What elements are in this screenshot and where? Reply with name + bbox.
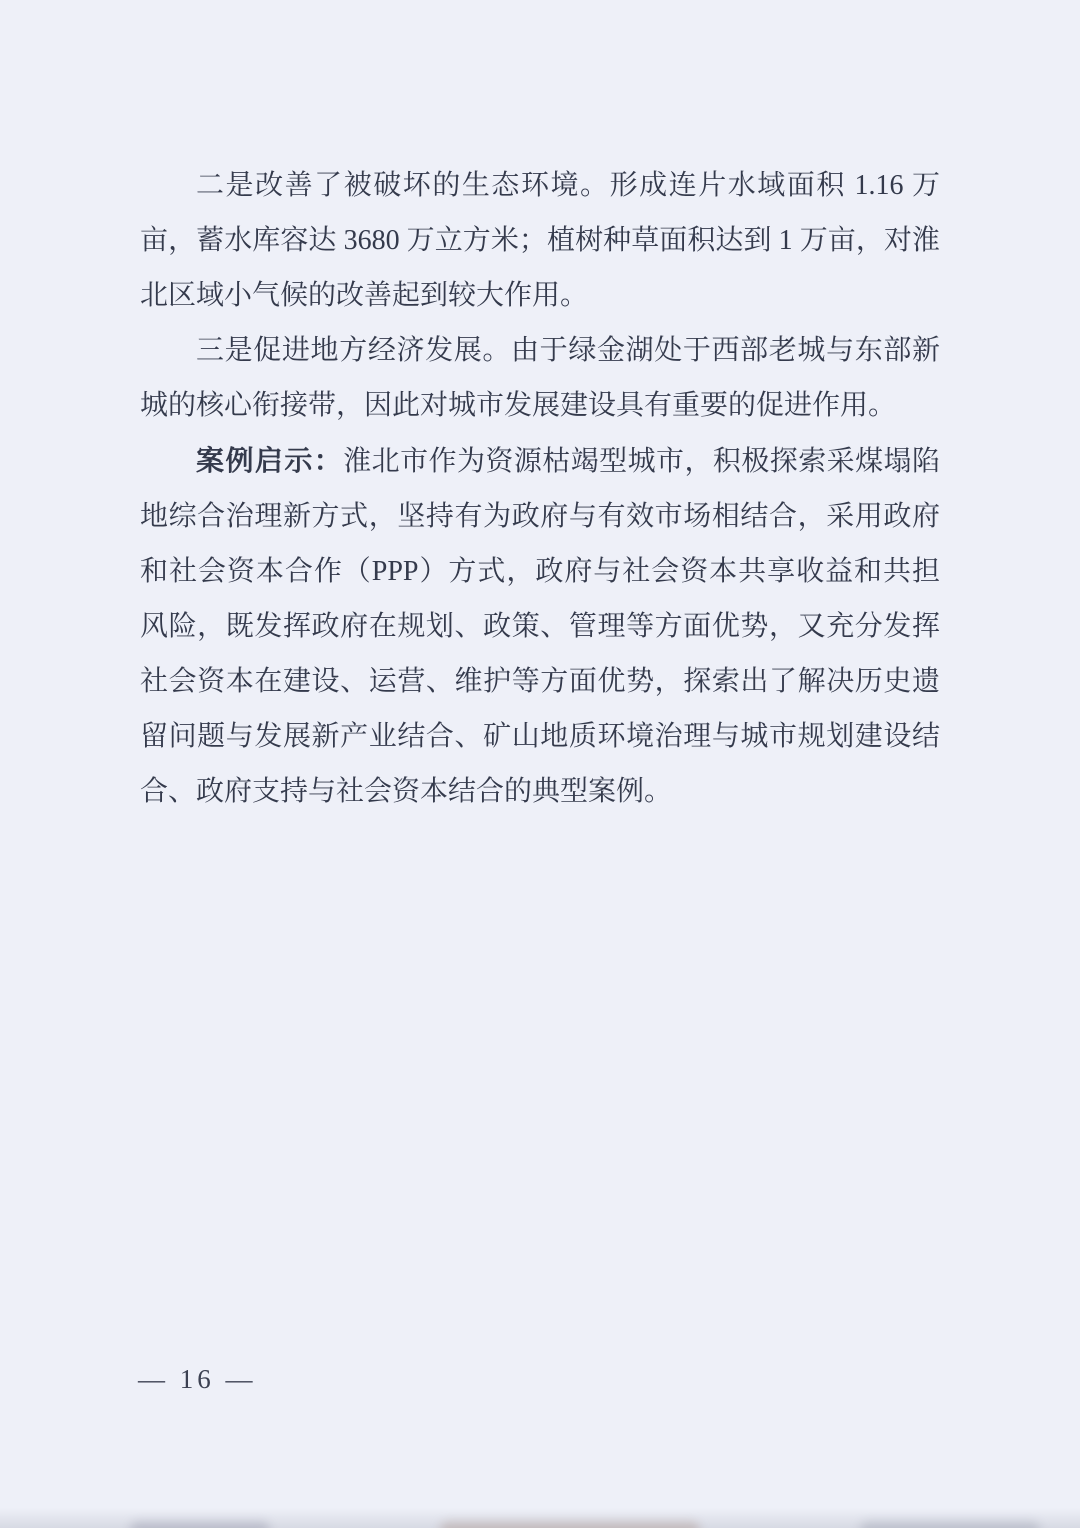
page-number: — 16 — [138, 1364, 257, 1394]
document-body [140, 158, 940, 819]
paragraph-text: 二是改善了被破坏的生态环境。形成连片水域面积 1.16 万亩，蓄水库容达 3680 万立方米；植树种草面积达到 1 万亩，对淮北区域小气候的改善起到较大作用。 [140, 170, 940, 311]
next-page-edge [0, 1508, 1080, 1528]
paragraph [140, 158, 940, 323]
next-page-blur-fragment [130, 1522, 270, 1528]
paragraph-text: 淮北市作为资源枯竭型城市，积极探索采煤塌陷地综合治理新方式，坚持有为政府与有效市场相结合，采用政府和社会资本合作（PPP）方式，政府与社会资本共享收益和共担风险，既发挥政府在规划、政策、管理等方面优势，又充分发挥社会资本在建设、运营、维护等方面优势，探索出了解决历史遗留问题与发展新产业结合、矿山地质环境治理与城市规划建设结合、政府支持与社会资本结合的典型案例。 [140, 446, 940, 807]
paragraph-lead: 案例启示： [196, 445, 344, 476]
next-page-blur-fragment [440, 1522, 700, 1528]
paragraph-text: 三是促进地方经济发展。由于绿金湖处于西部老城与东部新城的核心衔接带，因此对城市发展建设具有重要的促进作用。 [140, 335, 940, 421]
paragraph [140, 433, 940, 819]
next-page-blur-fragment [860, 1522, 1040, 1528]
paragraph [140, 323, 940, 433]
